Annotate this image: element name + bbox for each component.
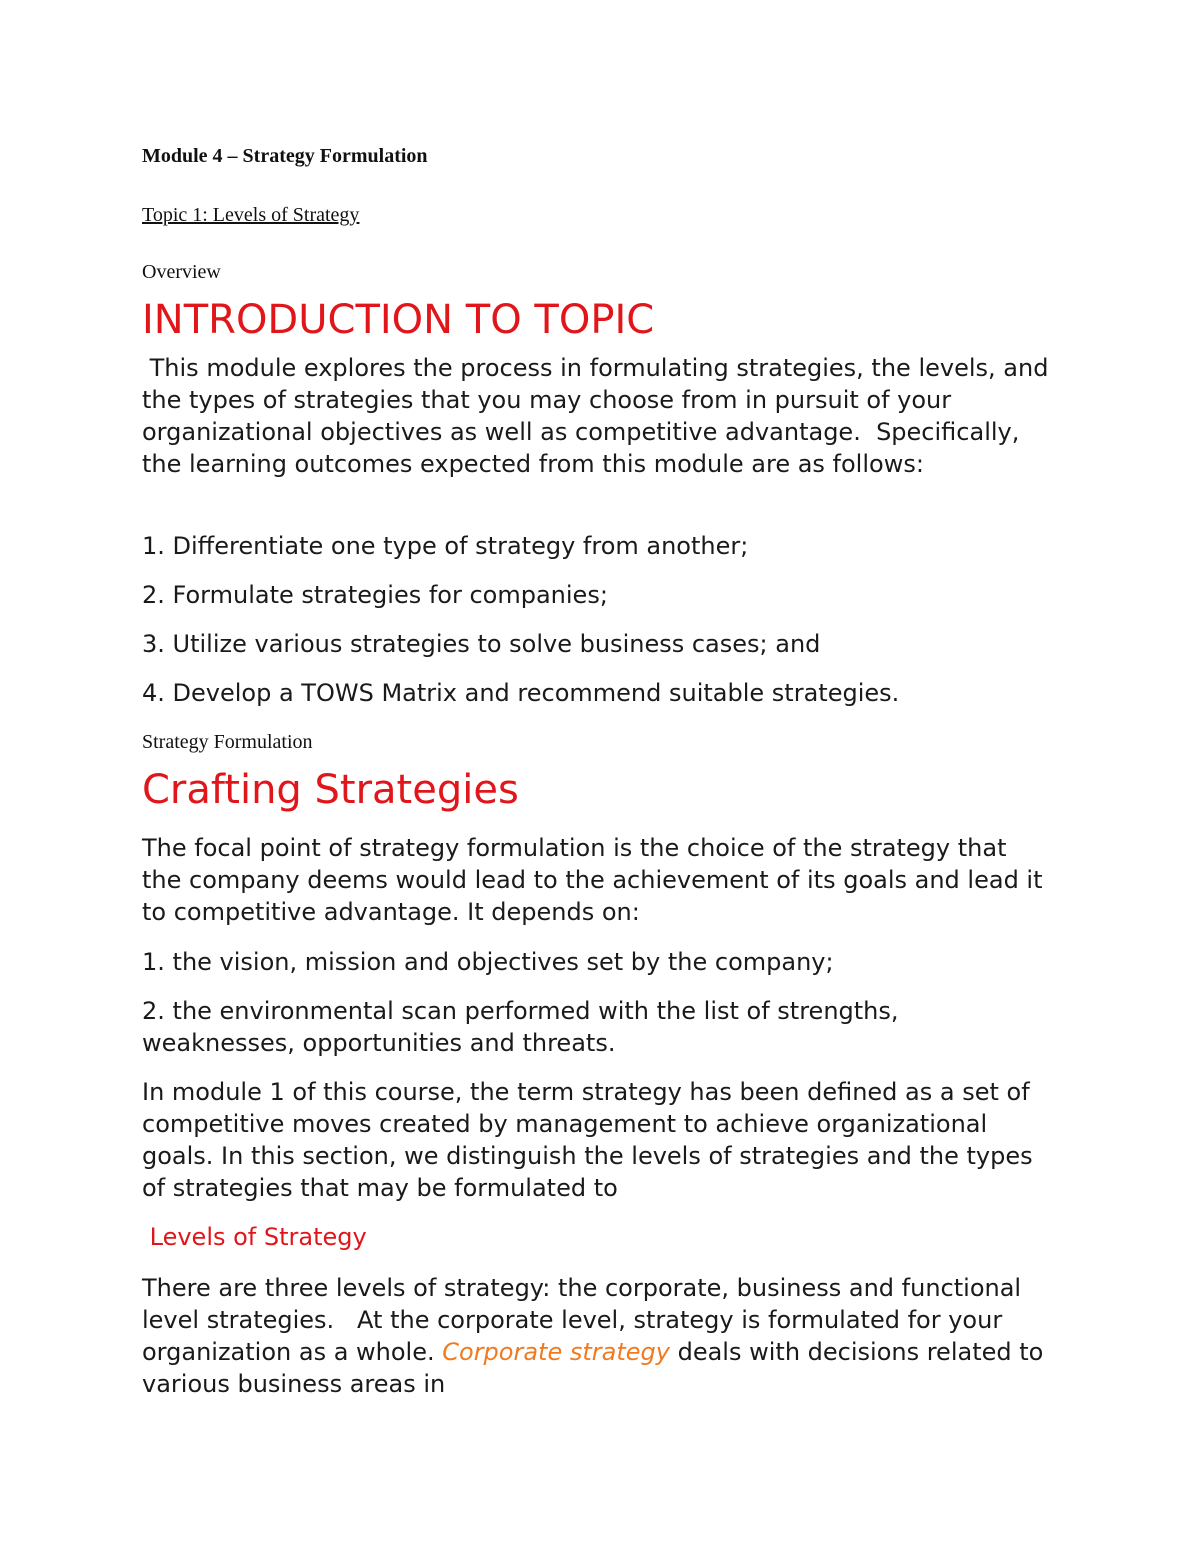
- module1-paragraph: In module 1 of this course, the term strategy has been defined as a set of competitive moves created by management to achieve organizational goals. In this section, we distinguish the levels of strategies and the types of strategies that may be formulated to: [142, 1078, 1033, 1202]
- intro-paragraph: This module explores the process in formulating strategies, the levels, and the types of strategies that you may choose from in pursuit of your organizational objectives as well as competitive advantage. Specifically, the learning outcomes expected from this module are as follows:: [142, 354, 1057, 478]
- topic-title: Topic 1: Levels of Strategy: [142, 204, 360, 226]
- outcome-item: 4. Develop a TOWS Matrix and recommend suitable strategies.: [142, 679, 900, 707]
- levels-paragraph-start: There are three levels of strategy: the corporate, business and functional level strategies. At the corporate level, strategy is formulated for your organization as a whole.: [142, 1274, 1029, 1366]
- outcome-item: 1. Differentiate one type of strategy from another;: [142, 532, 749, 560]
- levels-paragraph: [142, 1272, 1052, 1400]
- depends-item: 1. the vision, mission and objectives set by the company;: [142, 948, 834, 976]
- outcome-item: 2. Formulate strategies for companies;: [142, 581, 608, 609]
- depends-item: 2. the environmental scan performed with the list of strengths, weaknesses, opportunities and threats.: [142, 997, 899, 1057]
- overview-label: Overview: [142, 261, 221, 283]
- outcome-item: 3. Utilize various strategies to solve business cases; and: [142, 630, 821, 658]
- levels-heading: Levels of Strategy: [142, 1223, 367, 1251]
- focal-paragraph: The focal point of strategy formulation is the choice of the strategy that the company deems would lead to the achievement of its goals and lead it to competitive advantage. It depends on:: [142, 834, 1043, 926]
- crafting-heading: Crafting Strategies: [142, 767, 519, 813]
- intro-heading: INTRODUCTION TO TOPIC: [142, 297, 655, 343]
- module-title: Module 4 – Strategy Formulation: [142, 145, 428, 167]
- corporate-strategy-term: Corporate strategy: [442, 1338, 670, 1366]
- levels-paragraph-end: deals with decisions related to various business areas in: [142, 1338, 1044, 1398]
- section-label: Strategy Formulation: [142, 731, 313, 753]
